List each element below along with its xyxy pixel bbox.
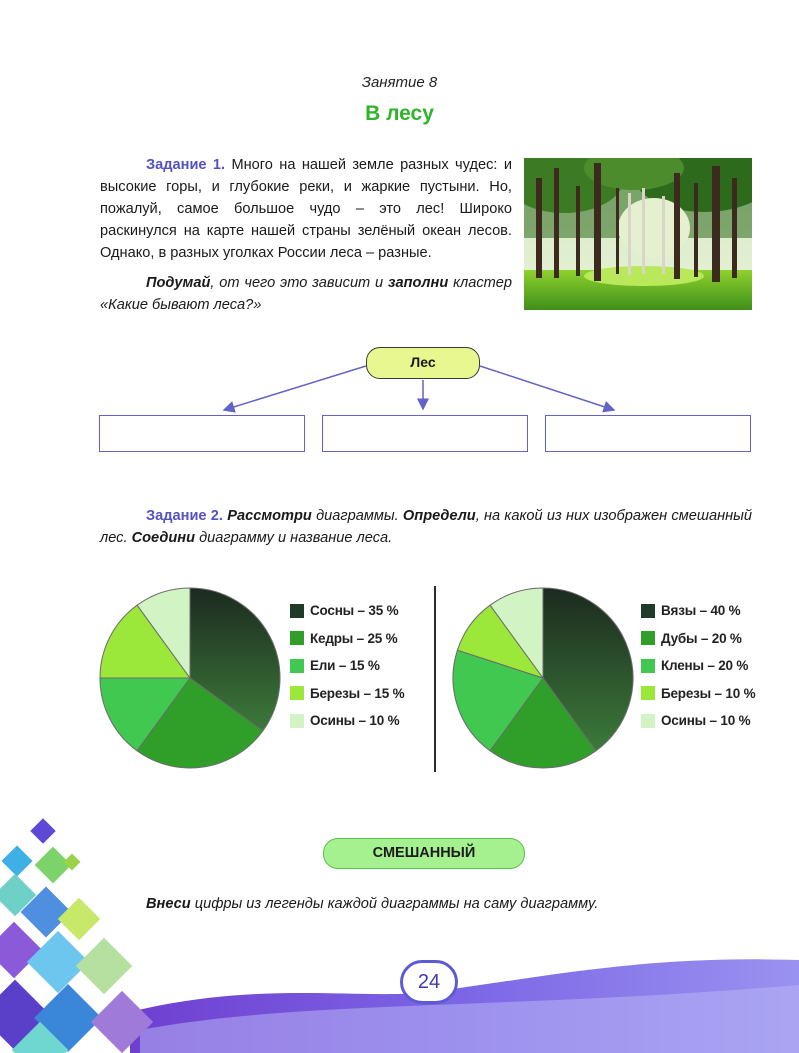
legend-swatch [290,631,304,645]
legend-item [290,707,404,735]
cluster-answer-box-1[interactable] [99,415,305,452]
legend-item [290,625,404,653]
arrow-right [480,366,614,410]
legend-swatch [641,714,655,728]
legend-item [290,652,404,680]
legend-label: Осины – 10 % [661,713,751,729]
legend-label: Осины – 10 % [310,713,400,729]
legend-item [641,625,755,653]
page-title: В лесу [365,102,434,125]
instr-fill: заполни [388,275,449,291]
instr-mid: , от чего это зависит и [210,275,389,291]
legend-item [290,680,404,708]
legend-swatch [290,686,304,700]
legend-swatch [641,659,655,673]
legend-label: Ели – 15 % [310,658,380,674]
task2-word-examine: Рассмотри [227,508,312,524]
task2-text-1: диаграммы. [311,508,403,524]
legend-label: Березы – 15 % [310,685,405,701]
cluster-answer-box-3[interactable] [545,415,751,452]
answer-label-mixed[interactable]: СМЕШАННЫЙ [323,838,525,869]
legend-label: Березы – 10 % [661,685,756,701]
task2-text-2: , на какой из них изображен смешанный лес. [100,508,752,546]
cluster-arrows [0,0,799,470]
footer-bold: Внеси [146,896,191,912]
arrow-left [224,366,366,410]
decorative-squares [0,818,153,1053]
legend-item [641,680,755,708]
legend-label: Вязы – 40 % [661,603,741,619]
pie-legend-1 [290,597,404,735]
task2-word-connect: Соедини [131,530,196,546]
cluster-root: Лес [366,347,480,379]
legend-label: Кедры – 25 % [310,630,398,646]
legend-item [641,707,755,735]
lesson-number: Занятие 8 [361,74,438,91]
task2-text-3: диаграмму и название леса. [195,530,393,546]
charts-divider [434,586,436,772]
cluster-answer-box-2[interactable] [322,415,528,452]
page-number: 24 [400,960,458,1004]
legend-item [290,597,404,625]
legend-swatch [290,659,304,673]
footer-text: цифры из легенды каждой диаграммы на саму диаграмму. [190,896,599,912]
task1-text: Много на нашей земле разных чудес: и высокие горы, и глубокие реки, и жаркие пустыни. Но, пожалуй, самое большое чудо – это лес! Широко раскинулся на карте нашей страны зелёный океан лесов. Однако, в разных уголках России леса – разные. [100,157,512,261]
legend-swatch [290,714,304,728]
instr-think: Подумай [146,275,211,291]
pie-legend-2 [641,597,755,735]
legend-label: Клены – 20 % [661,658,749,674]
legend-item [641,652,755,680]
legend-label: Сосны – 35 % [310,603,399,619]
task2-word-determine: Определи [402,508,476,524]
task2-text [100,505,752,549]
footer-instruction [146,896,598,912]
legend-swatch [641,686,655,700]
legend-item [641,597,755,625]
legend-label: Дубы – 20 % [661,630,742,646]
instr-end: кластер «Какие бывают леса?» [100,275,513,313]
pie-chart-2[interactable] [443,585,643,775]
legend-swatch [641,631,655,645]
task2-label: Задание 2. [146,508,223,524]
legend-swatch [290,604,304,618]
pie-chart-1[interactable] [90,585,290,775]
legend-swatch [641,604,655,618]
task1-label: Задание 1. [146,157,226,173]
